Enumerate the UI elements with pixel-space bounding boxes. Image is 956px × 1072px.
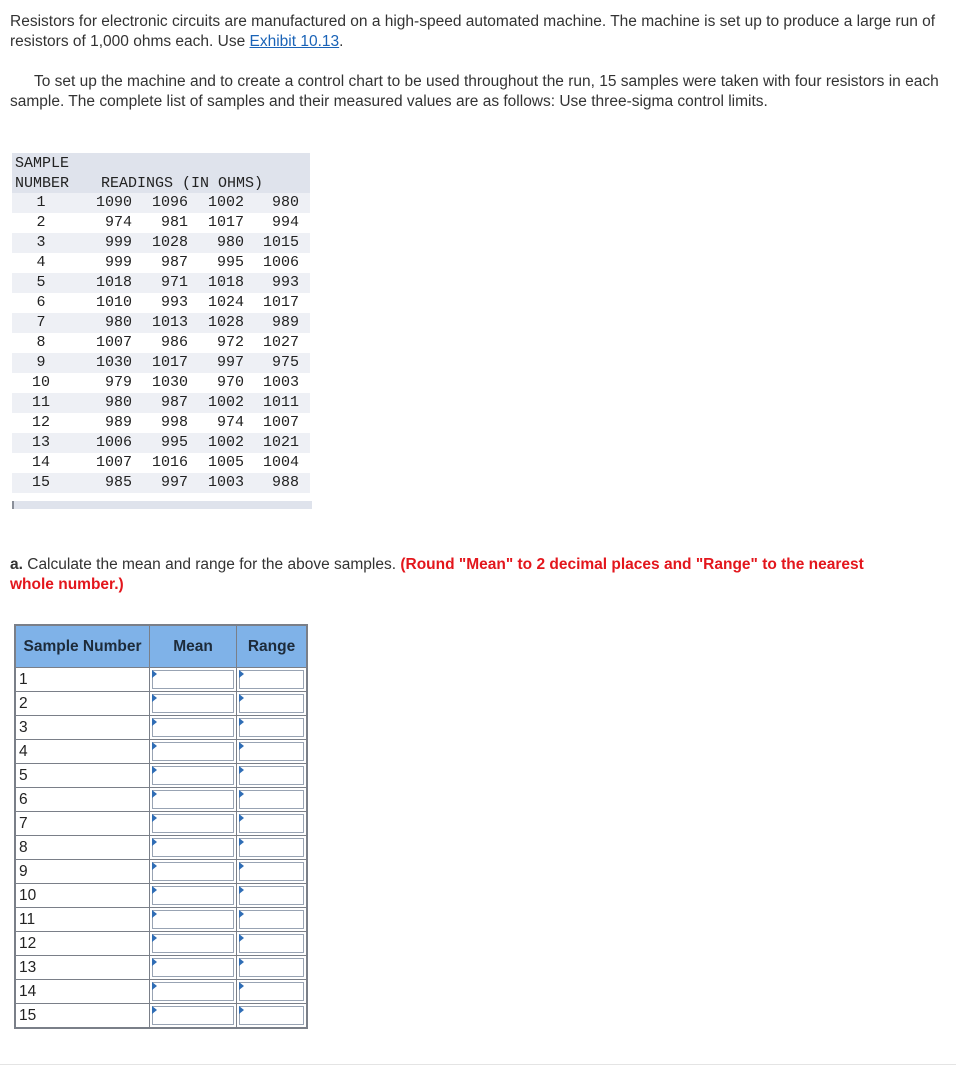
range-cell: [237, 812, 308, 836]
range-cell: [237, 692, 308, 716]
range-input[interactable]: [239, 910, 304, 929]
readings-body: [12, 193, 310, 493]
answer-row: [15, 908, 307, 932]
mean-input[interactable]: [152, 838, 234, 857]
range-cell: [237, 740, 308, 764]
reading-value: 1021: [262, 434, 299, 451]
readings-row: [12, 213, 310, 233]
answer-sample-number: 8: [15, 836, 150, 860]
mean-input[interactable]: [152, 910, 234, 929]
sample-number: 1: [36, 194, 46, 211]
answer-sample-number: 2: [15, 692, 150, 716]
range-input[interactable]: [239, 790, 304, 809]
answer-table: [14, 624, 308, 1029]
mean-input[interactable]: [152, 694, 234, 713]
intro-paragraph: [10, 12, 940, 52]
reading-value: 970: [216, 374, 244, 391]
input-marker-icon: [152, 910, 157, 918]
input-marker-icon: [152, 766, 157, 774]
exhibit-link[interactable]: Exhibit 10.13: [249, 33, 340, 50]
reading-value: 998: [160, 414, 188, 431]
mean-cell: [150, 932, 237, 956]
reading-value: 989: [104, 414, 132, 431]
intro-text: Resistors for electronic circuits are manufactured on a high-speed automated machine. The machine is set up to produce a large run of resistors of 1,000 ohms each. Use: [10, 13, 936, 50]
sample-number: 10: [31, 374, 50, 391]
reading-value: 1030: [95, 354, 132, 371]
input-marker-icon: [152, 694, 157, 702]
answer-sample-number: 5: [15, 764, 150, 788]
reading-value: 981: [160, 214, 188, 231]
readings-table: [12, 153, 310, 509]
answer-sample-number: 1: [15, 668, 150, 692]
reading-value: 1028: [151, 234, 188, 251]
range-cell: [237, 836, 308, 860]
sample-number: 7: [36, 314, 46, 331]
readings-row: [12, 253, 310, 273]
header-number: NUMBER: [15, 175, 70, 192]
answer-sample-number: 6: [15, 788, 150, 812]
sample-number: 2: [36, 214, 46, 231]
answer-sample-number: 3: [15, 716, 150, 740]
reading-value: 1010: [95, 294, 132, 311]
mean-cell: [150, 836, 237, 860]
input-marker-icon: [152, 718, 157, 726]
range-input[interactable]: [239, 718, 304, 737]
reading-value: 1004: [262, 454, 299, 471]
reading-value: 994: [271, 214, 299, 231]
answer-sample-number: 15: [15, 1004, 150, 1029]
reading-value: 1013: [151, 314, 188, 331]
readings-row: [12, 293, 310, 313]
input-marker-icon: [239, 1006, 244, 1014]
input-marker-icon: [152, 838, 157, 846]
rounding-instruction: (Round "Mean" to 2 decimal places and "Range" to the nearest whole number.): [10, 556, 864, 593]
range-input[interactable]: [239, 886, 304, 905]
header-sample: SAMPLE: [15, 155, 70, 172]
mean-cell: [150, 692, 237, 716]
reading-value: 980: [216, 234, 244, 251]
mean-input[interactable]: [152, 934, 234, 953]
input-marker-icon: [239, 934, 244, 942]
mean-cell: [150, 668, 237, 692]
range-input[interactable]: [239, 742, 304, 761]
input-marker-icon: [239, 886, 244, 894]
readings-row: [12, 333, 310, 353]
input-marker-icon: [239, 766, 244, 774]
reading-value: 986: [160, 334, 188, 351]
answer-sample-number: 10: [15, 884, 150, 908]
readings-row: [12, 453, 310, 473]
range-cell: [237, 716, 308, 740]
input-marker-icon: [152, 934, 157, 942]
input-marker-icon: [152, 670, 157, 678]
reading-value: 1027: [262, 334, 299, 351]
reading-value: 1006: [262, 254, 299, 271]
reading-value: 1016: [151, 454, 188, 471]
sample-number: 8: [36, 334, 46, 351]
reading-value: 1024: [207, 294, 244, 311]
input-marker-icon: [239, 982, 244, 990]
input-marker-icon: [152, 862, 157, 870]
input-marker-icon: [239, 910, 244, 918]
input-marker-icon: [239, 718, 244, 726]
input-marker-icon: [152, 1006, 157, 1014]
reading-value: 997: [160, 474, 188, 491]
input-marker-icon: [152, 742, 157, 750]
range-cell: [237, 1004, 308, 1029]
reading-value: 997: [216, 354, 244, 371]
reading-value: 999: [104, 234, 132, 251]
answer-row: [15, 860, 307, 884]
mean-cell: [150, 884, 237, 908]
answer-row: [15, 812, 307, 836]
reading-value: 980: [271, 194, 299, 211]
reading-value: 1017: [151, 354, 188, 371]
reading-value: 1015: [262, 234, 299, 251]
mean-input[interactable]: [152, 670, 234, 689]
mean-input[interactable]: [152, 766, 234, 785]
input-marker-icon: [239, 814, 244, 822]
bottom-divider: [0, 1064, 956, 1065]
answer-sample-number: 4: [15, 740, 150, 764]
range-cell: [237, 980, 308, 1004]
mean-cell: [150, 812, 237, 836]
reading-value: 999: [104, 254, 132, 271]
reading-value: 1002: [207, 394, 244, 411]
reading-value: 1030: [151, 374, 188, 391]
header-readings: READINGS (IN OHMS): [101, 175, 264, 192]
mean-cell: [150, 980, 237, 1004]
sample-number: 11: [31, 394, 50, 411]
answer-sample-number: 12: [15, 932, 150, 956]
header-sample-number: Sample Number: [15, 625, 150, 668]
reading-value: 1007: [95, 454, 132, 471]
readings-header: [12, 153, 310, 193]
reading-value: 1017: [262, 294, 299, 311]
mean-input[interactable]: [152, 862, 234, 881]
answer-sample-number: 14: [15, 980, 150, 1004]
sample-number: 9: [36, 354, 46, 371]
answer-row: [15, 956, 307, 980]
range-cell: [237, 764, 308, 788]
range-input[interactable]: [239, 982, 304, 1001]
reading-value: 1006: [95, 434, 132, 451]
mean-cell: [150, 716, 237, 740]
reading-value: 980: [104, 394, 132, 411]
reading-value: 971: [160, 274, 188, 291]
answer-sample-number: 11: [15, 908, 150, 932]
question-a: [10, 555, 910, 595]
reading-value: 1090: [95, 194, 132, 211]
mean-cell: [150, 764, 237, 788]
answer-row: [15, 836, 307, 860]
reading-value: 993: [271, 274, 299, 291]
input-marker-icon: [239, 790, 244, 798]
range-input[interactable]: [239, 1006, 304, 1025]
reading-value: 1002: [207, 434, 244, 451]
answer-row: [15, 788, 307, 812]
range-cell: [237, 932, 308, 956]
readings-row: [12, 273, 310, 293]
intro-period: .: [339, 33, 344, 50]
mean-cell: [150, 1004, 237, 1029]
input-marker-icon: [152, 814, 157, 822]
answer-row: [15, 932, 307, 956]
sample-number: 12: [31, 414, 50, 431]
mean-input[interactable]: [152, 958, 234, 977]
range-input[interactable]: [239, 694, 304, 713]
answer-row: [15, 716, 307, 740]
mean-input[interactable]: [152, 814, 234, 833]
reading-value: 985: [104, 474, 132, 491]
answer-row: [15, 692, 307, 716]
input-marker-icon: [152, 886, 157, 894]
readings-footer-bar: [12, 501, 312, 509]
reading-value: 995: [216, 254, 244, 271]
input-marker-icon: [239, 862, 244, 870]
mean-cell: [150, 788, 237, 812]
sample-number: 4: [36, 254, 46, 271]
reading-value: 1017: [207, 214, 244, 231]
input-marker-icon: [239, 670, 244, 678]
question-label: a.: [10, 556, 23, 573]
answer-row: [15, 668, 307, 692]
range-input[interactable]: [239, 958, 304, 977]
readings-row: [12, 473, 310, 493]
input-marker-icon: [239, 838, 244, 846]
readings-row: [12, 413, 310, 433]
sample-number: 14: [31, 454, 50, 471]
reading-value: 993: [160, 294, 188, 311]
reading-value: 972: [216, 334, 244, 351]
mean-input[interactable]: [152, 718, 234, 737]
readings-row: [12, 373, 310, 393]
mean-input[interactable]: [152, 982, 234, 1001]
answer-sample-number: 9: [15, 860, 150, 884]
range-cell: [237, 908, 308, 932]
mean-cell: [150, 740, 237, 764]
header-range: Range: [237, 625, 308, 668]
readings-row: [12, 353, 310, 373]
answer-row: [15, 980, 307, 1004]
range-cell: [237, 668, 308, 692]
readings-row: [12, 393, 310, 413]
reading-value: 974: [104, 214, 132, 231]
mean-input[interactable]: [152, 790, 234, 809]
sample-number: 5: [36, 274, 46, 291]
input-marker-icon: [239, 958, 244, 966]
setup-paragraph: To set up the machine and to create a control chart to be used throughout the run, 15 samples were taken with four resistors in each sample. The complete list of samples and their measured values are as follows: Use three-sigma control limits.: [10, 73, 939, 110]
answer-sample-number: 13: [15, 956, 150, 980]
reading-value: 1096: [151, 194, 188, 211]
range-input[interactable]: [239, 838, 304, 857]
range-input[interactable]: [239, 862, 304, 881]
readings-row: [12, 233, 310, 253]
reading-value: 1002: [207, 194, 244, 211]
answer-row: [15, 884, 307, 908]
reading-value: 1003: [207, 474, 244, 491]
reading-value: 995: [160, 434, 188, 451]
readings-row: [12, 433, 310, 453]
mean-input[interactable]: [152, 742, 234, 761]
sample-number: 6: [36, 294, 46, 311]
reading-value: 1007: [262, 414, 299, 431]
mean-cell: [150, 956, 237, 980]
reading-value: 1018: [95, 274, 132, 291]
input-marker-icon: [152, 982, 157, 990]
mean-cell: [150, 908, 237, 932]
sample-number: 3: [36, 234, 46, 251]
input-marker-icon: [239, 742, 244, 750]
question-text: Calculate the mean and range for the above samples.: [22, 556, 401, 573]
reading-value: 974: [216, 414, 244, 431]
reading-value: 987: [160, 394, 188, 411]
reading-value: 989: [271, 314, 299, 331]
range-cell: [237, 956, 308, 980]
input-marker-icon: [152, 790, 157, 798]
answer-body: [15, 668, 307, 1029]
sample-number: 13: [31, 434, 50, 451]
reading-value: 1005: [207, 454, 244, 471]
answer-row: [15, 764, 307, 788]
answer-row: [15, 1004, 307, 1029]
readings-row: [12, 193, 310, 213]
range-cell: [237, 884, 308, 908]
reading-value: 980: [104, 314, 132, 331]
input-marker-icon: [239, 694, 244, 702]
mean-cell: [150, 860, 237, 884]
reading-value: 975: [271, 354, 299, 371]
reading-value: 988: [271, 474, 299, 491]
reading-value: 1018: [207, 274, 244, 291]
range-input[interactable]: [239, 934, 304, 953]
range-input[interactable]: [239, 814, 304, 833]
reading-value: 979: [104, 374, 132, 391]
answer-row: [15, 740, 307, 764]
input-marker-icon: [152, 958, 157, 966]
mean-input[interactable]: [152, 886, 234, 905]
range-cell: [237, 860, 308, 884]
reading-value: 1011: [262, 394, 299, 411]
reading-value: 1028: [207, 314, 244, 331]
readings-row: [12, 313, 310, 333]
range-input[interactable]: [239, 670, 304, 689]
range-input[interactable]: [239, 766, 304, 785]
answer-sample-number: 7: [15, 812, 150, 836]
reading-value: 987: [160, 254, 188, 271]
range-cell: [237, 788, 308, 812]
sample-number: 15: [31, 474, 50, 491]
mean-input[interactable]: [152, 1006, 234, 1025]
reading-value: 1007: [95, 334, 132, 351]
reading-value: 1003: [262, 374, 299, 391]
header-mean: Mean: [150, 625, 237, 668]
